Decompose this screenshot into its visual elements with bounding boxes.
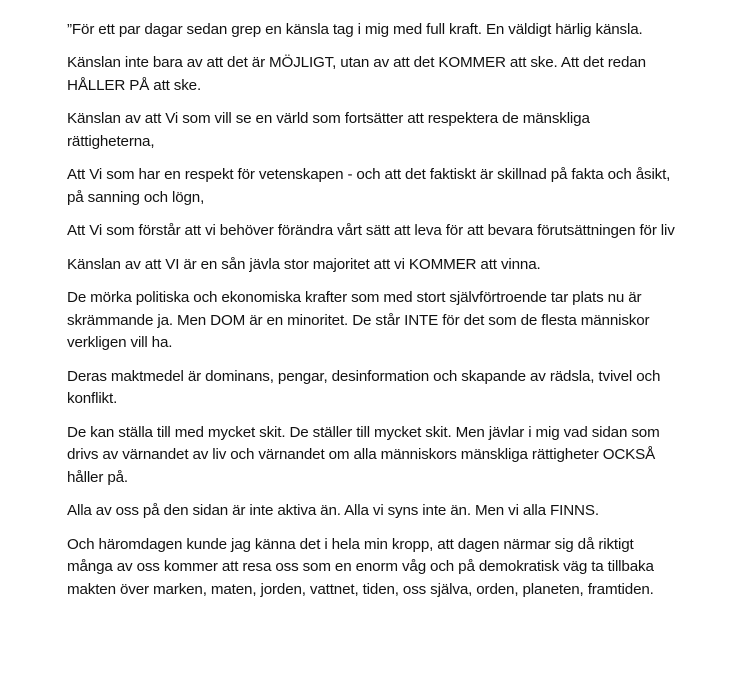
paragraph: De kan ställa till med mycket skit. De ställer till mycket skit. Men jävlar i mig vad sidan som drivs av värnandet av liv och värnandet om alla människors mänskliga rättigheter OCKSÅ håller på. (67, 423, 660, 486)
paragraph: Att Vi som har en respekt för vetenskapen - och att det faktiskt är skillnad på fakta och åsikt, på sanning och lögn, (67, 166, 671, 206)
paragraph: Att Vi som förstår att vi behöver förändra vårt sätt att leva för att bevara förutsättningen för liv (67, 222, 675, 240)
paragraph: ”För ett par dagar sedan grep en känsla tag i mig med full kraft. En väldigt härlig känsla. (67, 21, 643, 38)
paragraph: Känslan av att Vi som vill se en värld som fortsätter att respektera de mänskliga rättigheterna, (67, 110, 590, 150)
paragraph: Känslan av att VI är en sån jävla stor majoritet att vi KOMMER att vinna. (67, 255, 541, 273)
paragraph: De mörka politiska och ekonomiska krafter som med stort självförtroende tar plats nu är skrämmande ja. Men DOM är en minoritet. De står INTE för det som de flesta människor verkligen vill ha. (67, 289, 650, 352)
paragraph: Deras maktmedel är dominans, pengar, desinformation och skapande av rädsla, tvivel och konflikt. (67, 367, 661, 408)
paragraph: Alla av oss på den sidan är inte aktiva än. Alla vi syns inte än. Men vi alla FINNS. (67, 502, 599, 520)
paragraph: Känslan inte bara av att det är MÖJLIGT, utan av att det KOMMER att ske. Att det redan HÅLLER PÅ att ske. (67, 54, 646, 94)
paragraph: Och häromdagen kunde jag känna det i hela min kropp, att dagen närmar sig då riktigt många av oss kommer att resa oss som en enorm våg och på demokratisk väg ta tillbaka makten över marken, maten, jorden, vattnet, tiden, oss själva, orden, planeten, framtiden. (67, 535, 654, 598)
article-body (67, 19, 675, 612)
